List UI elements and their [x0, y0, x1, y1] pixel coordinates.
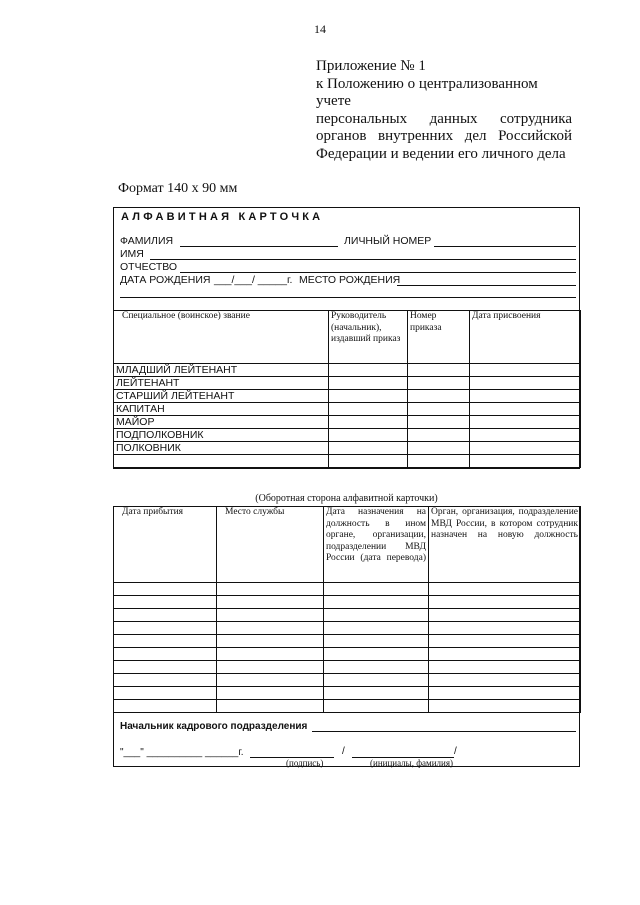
- table-cell[interactable]: [329, 390, 408, 403]
- table-cell[interactable]: [470, 416, 581, 429]
- personal-number-field[interactable]: [434, 246, 576, 247]
- name-field[interactable]: [150, 259, 576, 260]
- transfer-table: [113, 506, 581, 713]
- col-commander-header: Руководитель (начальник), издавший приказ: [329, 311, 408, 364]
- table-cell[interactable]: [114, 687, 217, 700]
- table-cell[interactable]: [470, 364, 581, 377]
- head-label: Начальник кадрового подразделения: [120, 721, 308, 732]
- table-cell[interactable]: [324, 648, 429, 661]
- rank-cell: МАЙОР: [114, 416, 329, 429]
- col-service-place-header: Место службы: [217, 507, 324, 583]
- table-cell[interactable]: [114, 635, 217, 648]
- appendix-line-4: Федерации и ведении его личного дела: [316, 145, 566, 162]
- table-cell[interactable]: [429, 648, 581, 661]
- col-order-number-header: Номер приказа: [408, 311, 470, 364]
- table-cell[interactable]: [114, 674, 217, 687]
- table-cell[interactable]: [429, 674, 581, 687]
- table-cell[interactable]: [324, 609, 429, 622]
- table-cell[interactable]: [114, 648, 217, 661]
- table-cell[interactable]: [470, 442, 581, 455]
- table-cell[interactable]: [217, 700, 324, 713]
- table-cell[interactable]: [324, 674, 429, 687]
- initials-caption: (инициалы, фамилия): [370, 758, 453, 768]
- table-cell[interactable]: [217, 648, 324, 661]
- table-row: [114, 377, 581, 390]
- table-cell[interactable]: [470, 429, 581, 442]
- table-row: [114, 416, 581, 429]
- table-cell[interactable]: [114, 455, 329, 468]
- date-field[interactable]: "___" __________ ______г.: [120, 747, 244, 758]
- table-cell[interactable]: [217, 687, 324, 700]
- table-cell[interactable]: [429, 661, 581, 674]
- table-row: [114, 687, 581, 700]
- table-cell[interactable]: [324, 700, 429, 713]
- table-cell[interactable]: [408, 455, 470, 468]
- table-row: [114, 390, 581, 403]
- personal-number-label: ЛИЧНЫЙ НОМЕР: [344, 235, 432, 247]
- appendix-line-2: персональных данных сотрудника: [316, 110, 572, 127]
- table-row: [114, 442, 581, 455]
- table-cell[interactable]: [114, 609, 217, 622]
- table-cell[interactable]: [408, 364, 470, 377]
- table-row: [114, 635, 581, 648]
- table-cell[interactable]: [217, 622, 324, 635]
- surname-field[interactable]: [180, 246, 338, 247]
- table-row: [114, 429, 581, 442]
- new-unit-text: Орган, организация, подразделение МВД России, в котором сотрудник назначен на новую должность: [431, 507, 578, 540]
- page-number: 14: [314, 22, 326, 36]
- surname-label: ФАМИЛИЯ: [120, 235, 174, 247]
- table-cell[interactable]: [217, 661, 324, 674]
- table-cell[interactable]: [114, 622, 217, 635]
- table-cell[interactable]: [408, 429, 470, 442]
- table-cell[interactable]: [217, 596, 324, 609]
- table-cell[interactable]: [324, 635, 429, 648]
- table-cell[interactable]: [470, 455, 581, 468]
- birth-place-field[interactable]: [397, 285, 576, 286]
- table-cell[interactable]: [114, 700, 217, 713]
- table-cell[interactable]: [429, 596, 581, 609]
- table-cell[interactable]: [329, 416, 408, 429]
- table-cell[interactable]: [324, 622, 429, 635]
- table-cell[interactable]: [429, 635, 581, 648]
- table-cell[interactable]: [408, 403, 470, 416]
- appendix-title: Приложение № 1: [316, 58, 426, 74]
- table-cell[interactable]: [329, 429, 408, 442]
- table-cell[interactable]: [217, 583, 324, 596]
- back-side-caption: (Оборотная сторона алфавитной карточки): [255, 493, 438, 504]
- rank-cell: СТАРШИЙ ЛЕЙТЕНАНТ: [114, 390, 329, 403]
- table-cell[interactable]: [114, 583, 217, 596]
- table-cell[interactable]: [324, 687, 429, 700]
- col-assign-date-header: Дата присвоения: [470, 311, 581, 364]
- col-appointment-date-header: [324, 507, 429, 583]
- patronymic-label: ОТЧЕСТВО: [120, 261, 178, 273]
- table-cell[interactable]: [329, 403, 408, 416]
- table-row: [114, 700, 581, 713]
- table-cell[interactable]: [470, 377, 581, 390]
- head-field[interactable]: [312, 731, 576, 732]
- table-row: [114, 583, 581, 596]
- table-cell[interactable]: [329, 442, 408, 455]
- birth-place-label: МЕСТО РОЖДЕНИЯ: [299, 274, 401, 286]
- table-row: [114, 648, 581, 661]
- table-cell[interactable]: [408, 377, 470, 390]
- table-cell[interactable]: [217, 609, 324, 622]
- table-row: [114, 455, 581, 468]
- rank-table: [113, 310, 581, 468]
- birth-date-field[interactable]: ___/___/ _____г.: [214, 274, 293, 286]
- table-row: [114, 622, 581, 635]
- table-row: [114, 609, 581, 622]
- alphabetical-card-front: [113, 207, 580, 469]
- table-row: [114, 661, 581, 674]
- table-cell[interactable]: [429, 609, 581, 622]
- table-cell[interactable]: [329, 377, 408, 390]
- format-label: Формат 140 х 90 мм: [118, 181, 238, 196]
- table-cell[interactable]: [408, 416, 470, 429]
- table-cell[interactable]: [470, 390, 581, 403]
- rank-cell: ПОДПОЛКОВНИК: [114, 429, 329, 442]
- table-cell[interactable]: [429, 687, 581, 700]
- col-new-unit-header: [429, 507, 581, 583]
- table-cell[interactable]: [329, 455, 408, 468]
- appendix-line-1: к Положению о централизованном учете: [316, 75, 538, 109]
- table-cell[interactable]: [114, 596, 217, 609]
- table-cell[interactable]: [408, 390, 470, 403]
- table-cell[interactable]: [217, 635, 324, 648]
- table-row: [114, 596, 581, 609]
- table-cell[interactable]: [429, 583, 581, 596]
- alphabetical-card-back: [113, 506, 580, 767]
- slash-2: /: [454, 746, 457, 757]
- table-row: [114, 674, 581, 687]
- rank-cell: ПОЛКОВНИК: [114, 442, 329, 455]
- table-row: [114, 364, 581, 377]
- table-cell[interactable]: [429, 700, 581, 713]
- birth-date-label: ДАТА РОЖДЕНИЯ: [120, 274, 211, 286]
- rank-cell: КАПИТАН: [114, 403, 329, 416]
- table-cell[interactable]: [324, 661, 429, 674]
- col-arrival-date-header: Дата прибытия: [114, 507, 217, 583]
- signature-caption: (подпись): [286, 758, 324, 768]
- table-cell[interactable]: [217, 674, 324, 687]
- table-cell[interactable]: [429, 622, 581, 635]
- table-cell[interactable]: [408, 442, 470, 455]
- extra-line: [120, 297, 576, 298]
- table-cell[interactable]: [114, 661, 217, 674]
- rank-cell: ЛЕЙТЕНАНТ: [114, 377, 329, 390]
- table-cell[interactable]: [324, 596, 429, 609]
- table-cell[interactable]: [470, 403, 581, 416]
- appendix-line-3: органов внутренних дел Российской: [316, 128, 572, 144]
- patronymic-field[interactable]: [180, 272, 576, 273]
- name-label: ИМЯ: [120, 248, 144, 260]
- table-cell[interactable]: [324, 583, 429, 596]
- col-rank-header: Специальное (воинское) звание: [114, 311, 329, 364]
- table-row: [114, 403, 581, 416]
- rank-cell: МЛАДШИЙ ЛЕЙТЕНАНТ: [114, 364, 329, 377]
- card-title: АЛФАВИТНАЯ КАРТОЧКА: [121, 211, 324, 223]
- table-cell[interactable]: [329, 364, 408, 377]
- slash-1: /: [342, 746, 345, 757]
- appendix-header: [316, 58, 572, 163]
- appointment-date-text: Дата назначения на должность в ином органе, организации, подразделении МВД России (дата перевода): [326, 507, 426, 563]
